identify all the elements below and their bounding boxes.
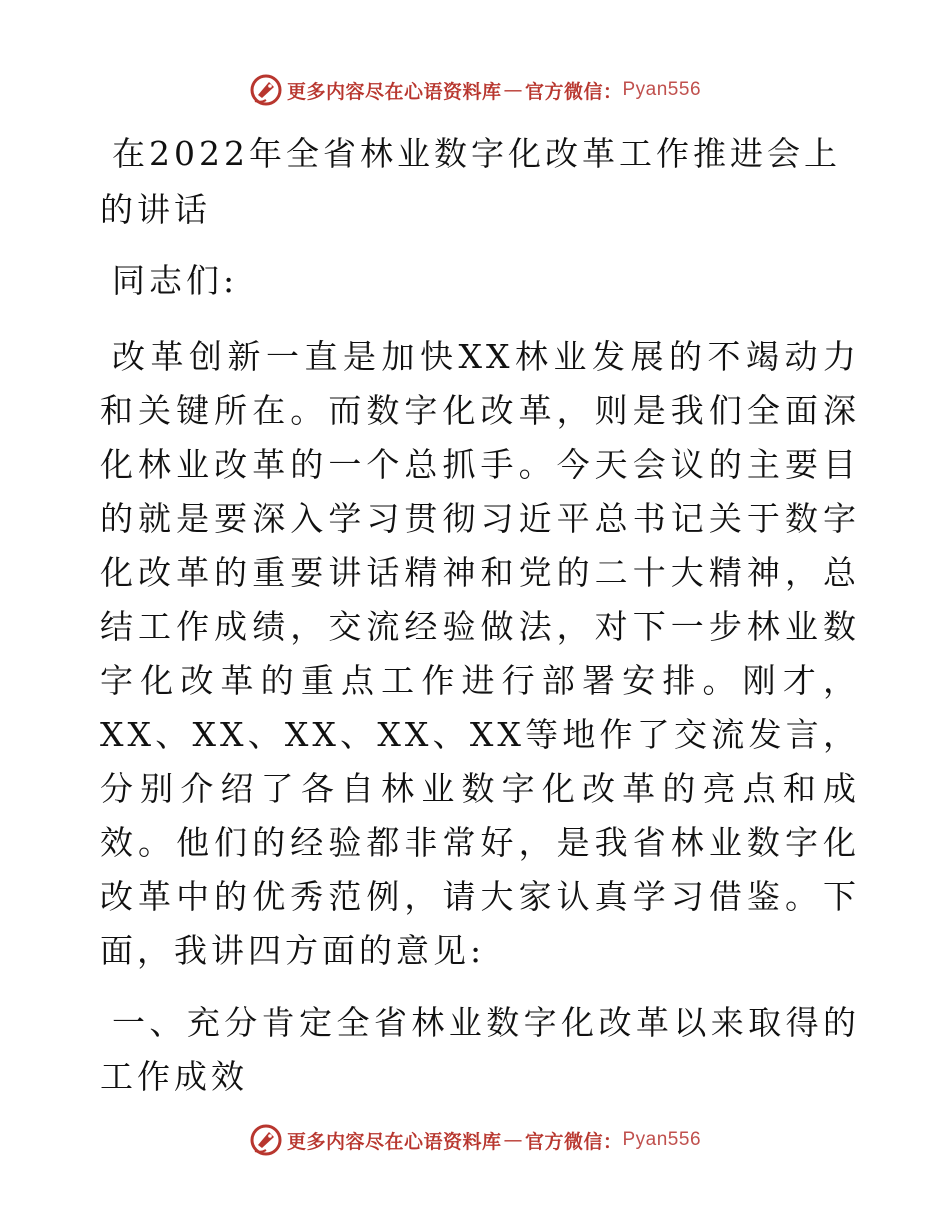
- banner-main-text: 更多内容尽在心语资料库: [286, 1130, 502, 1153]
- banner-wechat-id: Pyan556: [622, 79, 702, 100]
- banner-wechat-label: 官方微信：: [524, 1130, 623, 1153]
- document-body: [100, 118, 860, 1104]
- banner-wechat-label: 官方微信：: [524, 80, 623, 103]
- header-watermark-banner: [0, 70, 950, 110]
- banner-dash: —: [503, 1129, 523, 1151]
- banner-dash: —: [503, 79, 523, 101]
- body-paragraph: 改革创新一直是加快XX林业发展的不竭动力和关键所在。而数字化改革，则是我们全面深化林业改革的一个总抓手。今天会议的主要目的就是要深入学习贯彻习近平总书记关于数字化改革的重要讲话精神和党的二十大精神，总结工作成绩，交流经验做法，对下一步林业数字化改革的重点工作进行部署安排。刚才，XX、XX、XX、XX、XX等地作了交流发言，分别介绍了各自林业数字化改革的亮点和成效。他们的经验都非常好，是我省林业数字化改革中的优秀范例，请大家认真学习借鉴。下面，我讲四方面的意见:: [100, 337, 860, 970]
- pen-nib-logo-icon: [249, 1123, 283, 1157]
- salutation: 同志们:: [112, 261, 239, 300]
- document-title: 在2022年全省林业数字化改革工作推进会上的讲话: [100, 134, 841, 229]
- banner-main-text: 更多内容尽在心语资料库: [286, 80, 502, 103]
- footer-watermark-banner: [0, 1120, 950, 1160]
- section-heading: 一、充分肯定全省林业数字化改革以来取得的工作成效: [100, 1003, 860, 1096]
- banner-wechat-id: Pyan556: [622, 1129, 702, 1150]
- pen-nib-logo-icon: [249, 73, 283, 107]
